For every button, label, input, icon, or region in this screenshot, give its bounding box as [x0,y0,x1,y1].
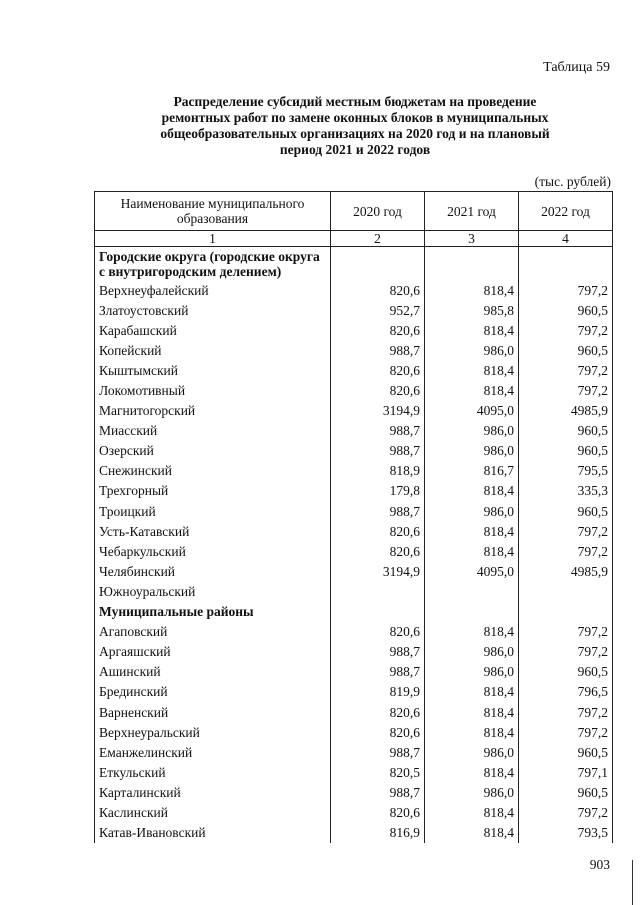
value-2022 [519,602,613,622]
table-row [95,642,613,662]
value-2022: 4985,9 [519,561,613,581]
table-row [95,762,613,782]
value-2021: 816,7 [425,461,519,481]
municipality-name: Еманжелинский [95,742,331,762]
municipality-name: Катав-Ивановский [95,823,331,843]
value-2020 [331,602,425,622]
value-2021: 818,4 [425,762,519,782]
value-2021: 4095,0 [425,561,519,581]
value-2022: 797,2 [519,360,613,380]
municipality-name: Каслинский [95,802,331,822]
value-2020: 3194,9 [331,561,425,581]
value-2021 [425,581,519,601]
table-row [95,340,613,360]
municipality-name: Карталинский [95,782,331,802]
municipality-name: Снежинский [95,461,331,481]
column-number: 4 [519,231,613,247]
value-2020: 3194,9 [331,401,425,421]
table-row [95,782,613,802]
value-2022: 797,2 [519,320,613,340]
value-2022: 335,3 [519,481,613,501]
value-2020: 988,7 [331,441,425,461]
value-2020: 820,6 [331,702,425,722]
municipality-name: Миасский [95,421,331,441]
value-2021: 986,0 [425,421,519,441]
value-2020: 952,7 [331,300,425,320]
column-number: 3 [425,231,519,247]
value-2022: 4985,9 [519,401,613,421]
value-2021: 818,4 [425,481,519,501]
municipality-name: Златоустовский [95,300,331,320]
value-2022: 796,5 [519,682,613,702]
table-row [95,581,613,601]
value-2020: 816,9 [331,823,425,843]
value-2020: 820,6 [331,360,425,380]
title-line: ремонтных работ по замене оконных блоков в муниципальных [161,110,549,125]
value-2022: 960,5 [519,421,613,441]
value-2022: 960,5 [519,742,613,762]
table-row [95,682,613,702]
table-row [95,561,613,581]
value-2021: 986,0 [425,441,519,461]
value-2021: 818,4 [425,622,519,642]
value-2022: 797,2 [519,722,613,742]
value-2021 [425,602,519,622]
value-2020: 820,6 [331,622,425,642]
value-2020: 819,9 [331,682,425,702]
table-row [95,622,613,642]
table-row [95,802,613,822]
title-line: период 2021 и 2022 годов [279,142,431,157]
value-2020: 988,7 [331,662,425,682]
municipality-name: Трехгорный [95,481,331,501]
section-row [95,602,613,622]
value-2022: 960,5 [519,662,613,682]
table-row [95,320,613,340]
table-row [95,360,613,380]
value-2020: 818,9 [331,461,425,481]
value-2021: 818,4 [425,380,519,400]
municipality-name: Варненский [95,702,331,722]
table-row [95,481,613,501]
table-row [95,441,613,461]
value-2022: 797,2 [519,802,613,822]
value-2022 [519,247,613,281]
value-2022: 793,5 [519,823,613,843]
value-2022: 797,2 [519,380,613,400]
value-2021: 818,4 [425,521,519,541]
table-row [95,541,613,561]
municipality-name: Аргаяшский [95,642,331,662]
municipality-name: Кыштымский [95,360,331,380]
value-2020: 988,7 [331,642,425,662]
municipality-name: Ашинский [95,662,331,682]
value-2021: 818,4 [425,702,519,722]
value-2021: 818,4 [425,682,519,702]
value-2020: 988,7 [331,501,425,521]
value-2020: 820,6 [331,280,425,300]
table-row [95,380,613,400]
municipality-name: Верхнеуфалейский [95,280,331,300]
column-number: 1 [95,231,331,247]
municipality-name: Верхнеуральский [95,722,331,742]
value-2022: 797,2 [519,521,613,541]
value-2021: 986,0 [425,662,519,682]
table-row [95,461,613,481]
value-2021: 818,4 [425,280,519,300]
municipality-name: Чебаркульский [95,541,331,561]
value-2022: 960,5 [519,300,613,320]
document-title [100,94,610,158]
title-line: общеобразовательных организациях на 2020 год и на плановый [160,126,550,141]
table-row [95,280,613,300]
value-2022: 795,5 [519,461,613,481]
table-label: Таблица 59 [543,60,610,75]
value-2022: 797,2 [519,280,613,300]
value-2020: 988,7 [331,742,425,762]
municipality-name: Магнитогорский [95,401,331,421]
municipality-name: Брединский [95,682,331,702]
table-row [95,702,613,722]
table-row [95,722,613,742]
value-2021: 818,4 [425,722,519,742]
value-2022: 960,5 [519,501,613,521]
value-2021: 818,4 [425,320,519,340]
municipality-name: Городские округа (городские округа с внутригородским делением) [95,247,331,281]
value-2020: 988,7 [331,421,425,441]
column-number: 2 [331,231,425,247]
table-row [95,300,613,320]
value-2020: 179,8 [331,481,425,501]
municipality-name: Озерский [95,441,331,461]
value-2021: 818,4 [425,541,519,561]
municipality-name: Локомотивный [95,380,331,400]
value-2021: 986,0 [425,501,519,521]
value-2022: 797,1 [519,762,613,782]
municipality-name: Агаповский [95,622,331,642]
municipality-name: Муниципальные районы [95,602,331,622]
value-2020: 820,6 [331,320,425,340]
table-row [95,421,613,441]
value-2022: 797,2 [519,642,613,662]
value-2021: 818,4 [425,360,519,380]
municipality-name: Троицкий [95,501,331,521]
subsidy-table [94,191,613,843]
table-row [95,662,613,682]
value-2021: 818,4 [425,823,519,843]
municipality-name: Еткульский [95,762,331,782]
value-2022: 797,2 [519,541,613,561]
municipality-name: Копейский [95,340,331,360]
value-2022: 960,5 [519,782,613,802]
value-2020: 820,6 [331,541,425,561]
value-2020 [331,247,425,281]
header-municipality: Наименование муниципального образования [95,192,331,231]
value-2022: 960,5 [519,441,613,461]
page-number: 903 [589,857,610,872]
table-row [95,521,613,541]
value-2022 [519,581,613,601]
value-2020: 820,6 [331,521,425,541]
value-2021: 985,8 [425,300,519,320]
value-2021: 986,0 [425,782,519,802]
value-2022: 960,5 [519,340,613,360]
value-2021: 818,4 [425,802,519,822]
table-row [95,501,613,521]
value-2021: 986,0 [425,742,519,762]
municipality-name: Челябинский [95,561,331,581]
value-2020: 820,6 [331,380,425,400]
header-2021: 2021 год [425,192,519,231]
value-2021: 986,0 [425,340,519,360]
table-row [95,823,613,843]
value-2021 [425,247,519,281]
value-2021: 986,0 [425,642,519,662]
table-row [95,401,613,421]
value-2020: 820,5 [331,762,425,782]
section-row [95,247,613,281]
header-2022: 2022 год [519,192,613,231]
table-row [95,742,613,762]
title-line: Распределение субсидий местным бюджетам на проведение [173,94,537,109]
page-edge-line [632,860,633,905]
municipality-name: Южноуральский [95,581,331,601]
header-2020: 2020 год [331,192,425,231]
value-2020: 820,6 [331,802,425,822]
value-2020 [331,581,425,601]
value-2020: 988,7 [331,340,425,360]
municipality-name: Усть-Катавский [95,521,331,541]
municipality-name: Карабашский [95,320,331,340]
value-2021: 4095,0 [425,401,519,421]
column-number-row [95,231,613,247]
units-label: (тыс. рублей) [534,174,611,189]
value-2022: 797,2 [519,622,613,642]
value-2020: 988,7 [331,782,425,802]
value-2020: 820,6 [331,722,425,742]
header-row [95,192,613,231]
value-2022: 797,2 [519,702,613,722]
